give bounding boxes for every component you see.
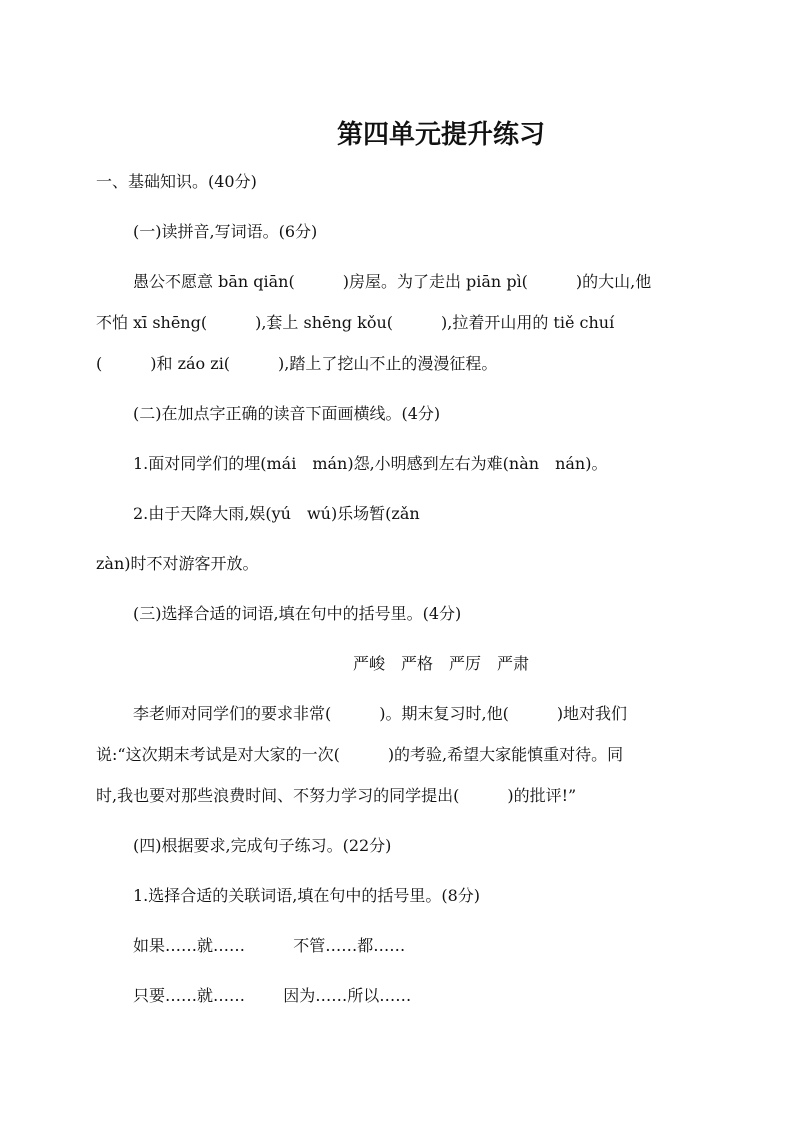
pinyin-line-2: 不怕 xī shēng( ),套上 shēng kǒu( ),拉着开山用的 tiě chuí — [96, 313, 615, 332]
part3-line-3: 时,我也要对那些浪费时间、不努力学习的同学提出( )的批评!” — [96, 786, 577, 805]
conjunction-options-row-2 — [133, 986, 734, 1006]
conjunction-option: 如果……就…… — [133, 936, 246, 955]
part3-line-2: 说:“这次期末考试是对大家的一次( )的考验,希望大家能慎重对待。同 — [96, 745, 624, 764]
word-options: 严峻 严格 严厉 严肃 — [352, 654, 529, 673]
part2-question-2-cont: zàn)时不对游客开放。 — [96, 554, 259, 573]
pinyin-line-1: 愚公不愿意 bān qiān( )房屋。为了走出 piān pì( )的大山,他 — [133, 272, 652, 291]
part2-question-1: 1.面对同学们的埋(mái mán)怨,小明感到左右为难(nàn nán)。 — [133, 454, 608, 473]
part2-question-2: 2.由于天降大雨,娱(yú wú)乐场暂(zǎn — [133, 504, 420, 523]
section-heading: 一、基础知识。(40分) — [96, 172, 257, 191]
part4-question-1: 1.选择合适的关联词语,填在句中的括号里。(8分) — [133, 886, 481, 905]
conjunction-option: 因为……所以…… — [283, 986, 412, 1005]
conjunction-options-row-1 — [133, 936, 734, 956]
part2-heading: (二)在加点字正确的读音下面画横线。(4分) — [133, 404, 441, 423]
part3-heading: (三)选择合适的词语,填在句中的括号里。(4分) — [133, 604, 462, 623]
conjunction-option: 只要……就…… — [133, 986, 246, 1005]
pinyin-line-3: ( )和 záo zi( ),踏上了挖山不止的漫漫征程。 — [96, 354, 498, 373]
part1-heading: (一)读拼音,写词语。(6分) — [133, 222, 318, 241]
page-title: 第四单元提升练习 — [336, 120, 545, 150]
part4-heading: (四)根据要求,完成句子练习。(22分) — [133, 836, 392, 855]
part3-line-1: 李老师对同学们的要求非常( )。期末复习时,他( )地对我们 — [133, 704, 628, 723]
conjunction-option: 不管……都…… — [293, 936, 406, 955]
